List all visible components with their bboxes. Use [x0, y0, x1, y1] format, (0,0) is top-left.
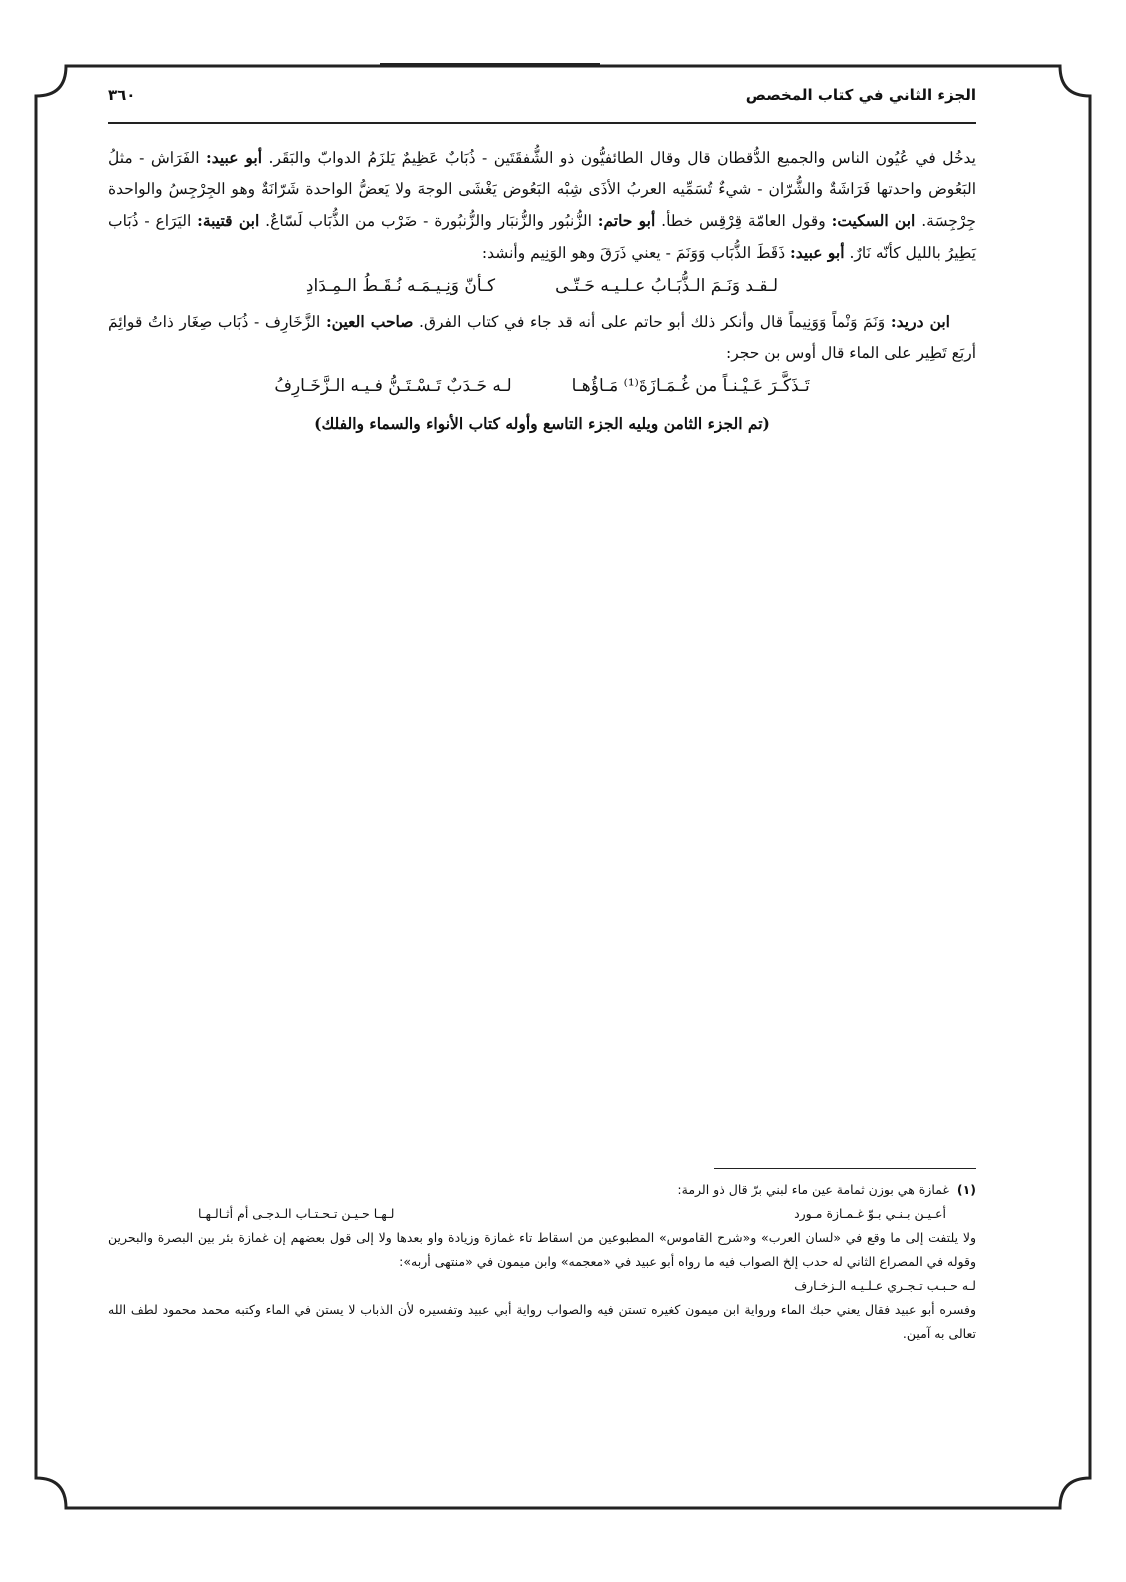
header-rule [108, 122, 976, 124]
speaker-label: أبو عبيد: [206, 148, 263, 167]
footnote-verse-3: لـه حـبـب تـجـري عـلـيـه الـزخـارف [794, 1278, 976, 1293]
speaker-label: صاحب العين: [325, 312, 414, 331]
paragraph-1 [108, 142, 976, 269]
hemistich-second: لـهـا حـيـن تـحـتـاب الـدجـى أم أثـالـهـا [198, 1206, 395, 1221]
main-text [108, 142, 976, 439]
book-title: الجزء الثاني في كتاب المخصص [745, 86, 976, 104]
poem-verse-1 [108, 271, 976, 302]
footnote-rule [714, 1168, 976, 1169]
volume-end-note: (تم الجزء الثامن ويليه الجزء التاسع وأوله كتاب الأنواء والسماء والفلك) [314, 414, 770, 433]
paragraph-2 [108, 306, 976, 369]
footnote-paragraph: وفسره أبو عبيد فقال يعني حبك الماء ورواية ابن ميمون كغيره تستن فيه والصواب رواية أبي عبيد وتفسيره لأن الذباب لا يستن في الماء وكتبه محمد محمود لطف الله تعالى به آمين. [108, 1302, 976, 1341]
footnote-verse [108, 1202, 976, 1226]
speaker-label: أبو حاتم: [597, 211, 656, 230]
text-run: ذَقَطَ الذُّبَاب وَوَنَمَ - يعني ذَرَقَ وهو الوَنِيم وأنشد: [481, 244, 791, 262]
page-number: ٣٦٠ [108, 86, 136, 104]
text-run: الفَرَاش - مثلُ البَعُوض واحدتها فَرَاشَةٌ والشُّرّان - شيءٌ تُسَمِّيه العربُ الأذَى شِبْه البَعُوض يَغْشَى الوجهَ ولا يَعضُّ الواحدة شَرّانَةٌ وهو الجِرْجِسُ والواحدة جِرْجِسَة. [108, 149, 976, 230]
hemistich-first: تَـذَكَّـرَ عَـيْـنـاً من غُـمَـازَةَ⁽¹⁾ مَـاؤُهـا [571, 376, 810, 396]
footnote-line [108, 1178, 976, 1202]
hemistich-first: لـقـد وَنَـمَ الـذُّبَـابُ عـلـيـه حَـتّـى [555, 276, 779, 296]
footnote-paragraph: ولا يلتفت إلى ما وقع في «لسان العرب» و«شرح القاموس» المطبوعين من اسقاط تاء غمازة وزيادة واو بعدها ولا إلى قول بعضهم إن غمازة بئر بين البصرة والبحرين وقوله في المصراع الثاني له حدب إلخ الصواب فيه ما رواه أبو عبيد في «معجمه» وابن ميمون في «منتهى أربه»: [108, 1230, 976, 1269]
text-run: وَنَمَ وَنْماً وَوَنِيماً قال وأنكر ذلك أبو حاتم على أنه قد جاء في كتاب الفرق. [419, 313, 891, 331]
text-run: وقول العامّة قِرْقِس خطأ. [661, 212, 832, 230]
speaker-label: ابن السكيت: [831, 211, 916, 230]
running-header [108, 86, 976, 116]
speaker-label: أبو عبيد: [790, 243, 845, 262]
hemistich-second: كـأنّ وَنِـيـمَـه نُـقَـطُ الـمِـدَادِ [305, 276, 496, 296]
text-run: يدخُل في عُيُون الناس والجميع الدُّقطان قال وقال الطائفيُّون ذو الشُّفقَتَين - ذُبَابٌ عَظِيمٌ يَلزَمُ الدوابّ والبَقَر. [268, 149, 976, 167]
text-run: الزَّخَارِف - ذُبَاب صِغَار ذاتُ قوائِمَ أربَع تَطِير على الماء قال أوس بن حجر: [108, 313, 976, 362]
text-run: الزُّنبُور والزُّنبَار والزُّنبُورة - ضَرْب من الذُّبَاب لَسّاعٌ. [265, 212, 598, 230]
footnote-text: غمازة هي بوزن ثمامة عين ماء لبني برّ قال ذو الرمة: [677, 1182, 949, 1197]
poem-verse-2 [108, 371, 976, 402]
footnotes [108, 1178, 976, 1346]
text-run: اليَرَاع - ذُبَاب يَطِيرُ بالليل كأنّه نَارٌ. [108, 212, 976, 262]
speaker-label: ابن قتيبة: [197, 211, 260, 230]
hemistich-second: لـه حَـدَبٌ تَـسْـتَـنُّ فـيـه الـزَّخَـارِفُ [274, 376, 512, 396]
speaker-label: ابن دريد: [890, 312, 950, 331]
footnote-number: (١) [956, 1182, 976, 1197]
hemistich-first: أعـيـن بـنـي بـوّ غـمـازة مـورد [794, 1206, 946, 1221]
